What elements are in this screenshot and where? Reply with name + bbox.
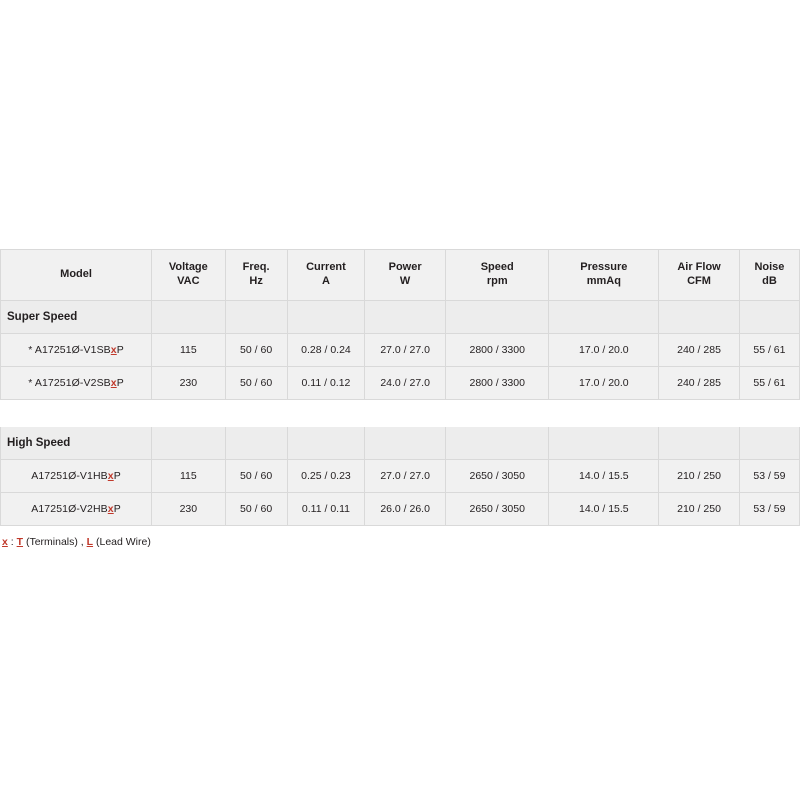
column-header-line2: Hz — [249, 275, 263, 287]
cell-model — [1, 460, 152, 493]
table-body — [1, 301, 800, 526]
table-row — [1, 334, 800, 367]
column-header-line2: CFM — [687, 275, 711, 287]
footnote-text-lead-wire: (Lead Wire) — [93, 536, 151, 548]
column-header-voltage — [152, 250, 225, 301]
cell-current: 0.28 / 0.24 — [287, 334, 365, 367]
group-empty-cell — [659, 427, 740, 460]
group-empty-cell — [225, 301, 287, 334]
cell-pressure: 14.0 / 15.5 — [549, 460, 659, 493]
specification-table — [0, 249, 800, 526]
group-empty-cell — [549, 427, 659, 460]
column-header-line1: Power — [388, 261, 422, 274]
cell-voltage: 115 — [152, 334, 225, 367]
column-header-line2: rpm — [486, 275, 508, 287]
footnote-colon: : — [7, 536, 17, 548]
group-label-high-speed: High Speed — [1, 427, 152, 460]
group-empty-cell — [152, 301, 225, 334]
cell-voltage: 230 — [152, 493, 225, 526]
model-prefix: A17251Ø-V1HB — [31, 470, 108, 482]
table-spacer-row — [1, 400, 800, 427]
cell-airflow: 240 / 285 — [659, 367, 740, 400]
group-empty-cell — [739, 427, 799, 460]
footnote-key-l: L — [86, 536, 94, 548]
cell-speed: 2650 / 3050 — [445, 493, 548, 526]
model-variant-marker: x — [107, 470, 114, 482]
column-header-line2: VAC — [177, 275, 200, 287]
model-variant-marker: x — [110, 344, 117, 356]
cell-noise: 53 / 59 — [739, 460, 799, 493]
cell-frequency: 50 / 60 — [225, 367, 287, 400]
group-empty-cell — [365, 301, 446, 334]
table-row — [1, 493, 800, 526]
group-empty-cell — [365, 427, 446, 460]
model-prefix: * A17251Ø-V1SB — [28, 344, 111, 356]
cell-speed: 2650 / 3050 — [445, 460, 548, 493]
cell-power: 26.0 / 26.0 — [365, 493, 446, 526]
cell-current: 0.25 / 0.23 — [287, 460, 365, 493]
model-prefix: A17251Ø-V2HB — [31, 503, 108, 515]
table-row — [1, 460, 800, 493]
model-suffix: P — [116, 377, 124, 389]
column-header-airflow — [659, 250, 740, 301]
table-row — [1, 367, 800, 400]
column-header-line2: mmAq — [586, 275, 621, 287]
column-header-line2: dB — [762, 275, 777, 287]
column-header-line1: Noise — [754, 261, 785, 274]
column-header-line1: Model — [60, 268, 92, 281]
cell-airflow: 240 / 285 — [659, 334, 740, 367]
model-suffix: P — [113, 470, 121, 482]
column-header-power — [365, 250, 446, 301]
group-empty-cell — [549, 301, 659, 334]
cell-frequency: 50 / 60 — [225, 334, 287, 367]
table-header — [1, 250, 800, 301]
cell-frequency: 50 / 60 — [225, 460, 287, 493]
footnote-text-terminals: (Terminals) , — [23, 536, 84, 548]
cell-current: 0.11 / 0.11 — [287, 493, 365, 526]
group-empty-cell — [287, 301, 365, 334]
column-header-noise — [739, 250, 799, 301]
cell-power: 27.0 / 27.0 — [365, 334, 446, 367]
column-header-speed — [445, 250, 548, 301]
cell-noise: 53 / 59 — [739, 493, 799, 526]
column-header-line1: Air Flow — [677, 261, 721, 274]
column-header-line2: W — [399, 275, 411, 287]
group-header-row — [1, 427, 800, 460]
footnote-key-x: x — [2, 536, 8, 548]
cell-current: 0.11 / 0.12 — [287, 367, 365, 400]
column-header-line1: Current — [306, 261, 346, 274]
cell-airflow: 210 / 250 — [659, 493, 740, 526]
column-header-line1: Voltage — [168, 261, 208, 274]
cell-pressure: 17.0 / 20.0 — [549, 334, 659, 367]
column-header-current — [287, 250, 365, 301]
group-empty-cell — [739, 301, 799, 334]
footnote-legend — [2, 536, 151, 548]
group-empty-cell — [445, 427, 548, 460]
cell-speed: 2800 / 3300 — [445, 334, 548, 367]
model-suffix: P — [113, 503, 121, 515]
model-variant-marker: x — [107, 503, 114, 515]
cell-model — [1, 367, 152, 400]
cell-model — [1, 493, 152, 526]
cell-voltage: 115 — [152, 460, 225, 493]
cell-power: 24.0 / 27.0 — [365, 367, 446, 400]
group-empty-cell — [287, 427, 365, 460]
group-empty-cell — [152, 427, 225, 460]
cell-speed: 2800 / 3300 — [445, 367, 548, 400]
group-empty-cell — [445, 301, 548, 334]
column-header-pressure — [549, 250, 659, 301]
column-header-line2: A — [321, 275, 330, 287]
model-prefix: * A17251Ø-V2SB — [28, 377, 111, 389]
column-header-line1: Pressure — [580, 261, 628, 274]
cell-pressure: 17.0 / 20.0 — [549, 367, 659, 400]
cell-pressure: 14.0 / 15.5 — [549, 493, 659, 526]
cell-noise: 55 / 61 — [739, 334, 799, 367]
cell-model — [1, 334, 152, 367]
cell-frequency: 50 / 60 — [225, 493, 287, 526]
group-label-super-speed: Super Speed — [1, 301, 152, 334]
column-header-line1: Freq. — [242, 261, 270, 274]
column-header-model — [1, 250, 152, 301]
spacer-cell — [1, 400, 800, 427]
model-suffix: P — [116, 344, 124, 356]
specification-table-wrapper — [0, 249, 800, 526]
group-empty-cell — [225, 427, 287, 460]
group-header-row — [1, 301, 800, 334]
model-variant-marker: x — [110, 377, 117, 389]
cell-power: 27.0 / 27.0 — [365, 460, 446, 493]
column-header-line1: Speed — [480, 261, 514, 274]
table-header-row — [1, 250, 800, 301]
group-empty-cell — [659, 301, 740, 334]
column-header-frequency — [225, 250, 287, 301]
cell-voltage: 230 — [152, 367, 225, 400]
footnote-key-t: T — [16, 536, 24, 548]
cell-noise: 55 / 61 — [739, 367, 799, 400]
cell-airflow: 210 / 250 — [659, 460, 740, 493]
